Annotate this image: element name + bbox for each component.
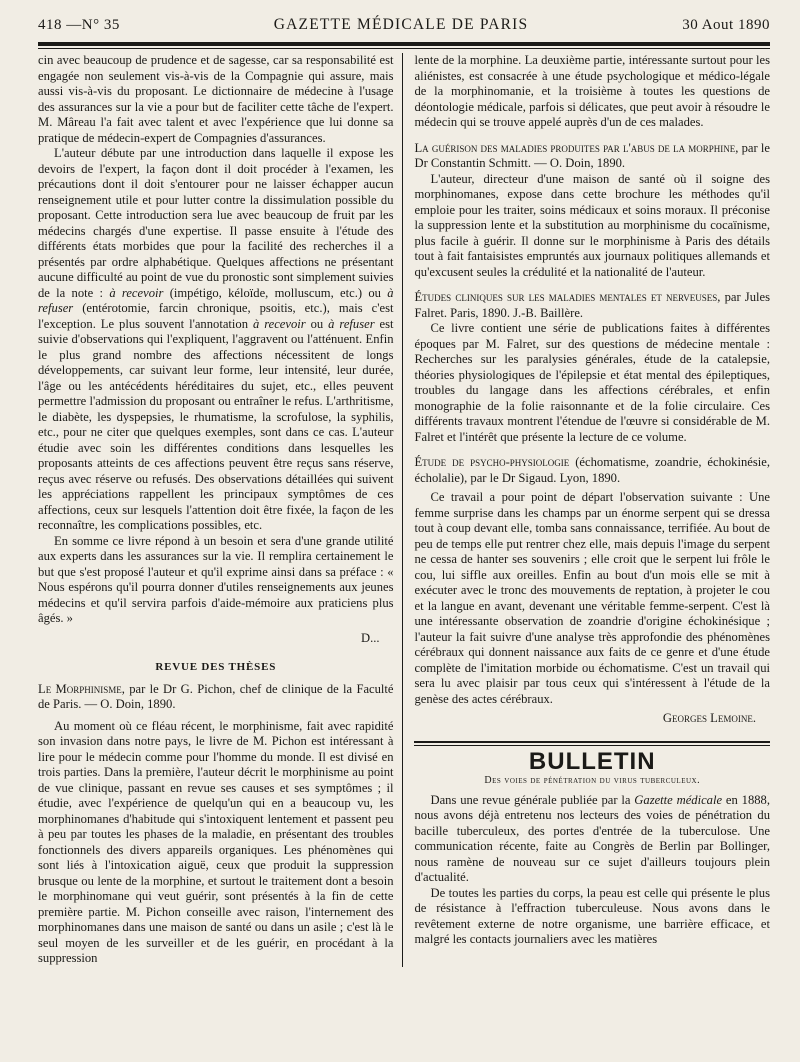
page-number: 418 —N° 35	[38, 17, 120, 33]
italic-term: à refuser	[328, 316, 375, 331]
entry-details: , par le Dr Constantin Schmitt. — O. Doin, 1890.	[414, 140, 770, 170]
paragraph	[38, 146, 394, 534]
entry-details: , par le Dr G. Pichon, chef de clinique de la Faculté de Paris. — O. Doin, 1890.	[38, 681, 394, 711]
entry-title: Étude de psycho-physiologie	[414, 455, 570, 469]
paragraph: De toutes les parties du corps, la peau est celle qui présente le plus de résistance à l'effraction tuberculeuse. Nous avons dans le revêtement externe de notre organisme, une barrière efficace, et malgré les contacts journaliers avec les matières	[414, 885, 770, 946]
paragraph: cin avec beaucoup de prudence et de sagesse, car sa responsabilité est engagée non seulement vis-à-vis de la Compagnie qui assure, mais aussi vis-à-vis du proposant. Le dictionnaire de médecine à l'usage des assurances sur la vie a pour but de faciliter cette tâche de l'expert. M. Mâreau l'a fait avec talent et avec l'expérience que lui donne sa pratique de médecin-expert de Compagnies d'assurances.	[38, 53, 394, 145]
left-column	[38, 53, 402, 967]
italic-term: à refuser	[38, 285, 394, 315]
italic-term: à recevoir	[252, 316, 306, 331]
signature: Georges Lemoine.	[662, 711, 756, 725]
paragraph: Ce livre contient une série de publications faites à différentes époques par M. Falret, sur des questions de médecine mentale : Recherches sur les paralysies générales, étude de la catalepsie, théories physiologiques de l'épilepsie et état mental des épileptiques, troubles du langage dans les affections cérébrales, et enfin monographie de la folie raisonnante et de la folie circulaire. Ces différents travaux montrent l'étendue de l'œuvre si considérable de M. Falret et l'intérêt que présente la lecture de ce volume.	[414, 321, 770, 444]
entry-title: Études cliniques sur les maladies mentales et nerveuses	[414, 290, 718, 304]
signature: D...	[360, 630, 380, 645]
paragraph: En somme ce livre répond à un besoin et sera d'une grande utilité aux experts dans les assurances sur la vie. Il remplira certainement le but que s'est proposé l'auteur et qu'il exprime ainsi dans sa préface : « Nous espérons qu'il pourra donner d'utiles renseignements aux jeunes médecins et qu'il servira parfois d'aide-mémoire aux praticiens plus âgés. »	[38, 533, 394, 625]
header-rule-thick	[38, 42, 770, 46]
bulletin-subtitle: Des voies de pénétration du virus tuberculeux.	[484, 775, 701, 786]
bibliographic-entry	[38, 682, 394, 713]
bulletin-rule-thin	[414, 745, 770, 746]
header-rule-thin	[38, 48, 770, 49]
text-run: Dans une revue générale publiée par la	[430, 792, 635, 807]
entry-title: La guérison des maladies produites par l'abus de la morphine	[414, 140, 736, 155]
right-column	[402, 53, 770, 967]
section-title: REVUE DES THÈSES	[155, 661, 277, 673]
text-run: L'auteur débute par une introduction dans laquelle il expose les devoirs de l'expert, la façon dont il doit procéder à l'examen, les précautions dont il doit s'entourer pour ne laisser échapper aucun renseignement utile et pour lutter contre la dissimulation possible du proposant. Cette introduction sera lue avec beaucoup de fruit par les médecins chargés d'une expertise. Il passe ensuite à l'étude des différents états morbides que pour la facilité des recherches il a présentés par ordre alphabétique. Quelques affections ne présentant aucune difficulté au point de vue du pronostic sont simplement suivies de la note :	[38, 146, 394, 300]
bulletin-rule	[414, 741, 770, 743]
issue-date: 30 Aout 1890	[682, 17, 770, 33]
entry-details: , par Jules Falret. Paris, 1890. J.-B. Baillère.	[414, 290, 770, 320]
text-run: (impétigo, kéloïde, molluscum, etc.) ou	[163, 285, 388, 300]
paragraph: lente de la morphine. La deuxième partie, intéressante surtout pour les aliénistes, est consacrée à une étude psychologique et médico-légale de la morphinomanie, et la troisième à toutes les questions de déontologie médicale, parfois si délicates, que peut avoir à résoudre le médecin qui se trouve appelé auprès d'un de ces malades.	[414, 53, 770, 129]
text-columns	[38, 53, 770, 967]
bulletin-heading: BULLETIN	[528, 747, 656, 775]
bibliographic-entry	[414, 141, 770, 172]
page-header	[38, 16, 770, 38]
italic-term: Gazette médicale	[634, 792, 723, 807]
text-run: ou	[305, 316, 329, 331]
entry-details: (échomatisme, zoandrie, échokinésie, écholalie), par le Dr Sigaud. Lyon, 1890.	[414, 455, 771, 485]
text-run: en 1888, nous avons déjà entretenu nos lecteurs des voies de pénétration du bacille tuberculeux, des portes d'entrée de la tuberculose. Une communication récente, faite au Congrès de Berlin par Bollinger, nous ramène de nouveau sur ce sujet d'ailleurs toujours plein d'actualité.	[414, 792, 770, 884]
entry-title: Le Morphinisme	[38, 681, 122, 696]
paragraph: L'auteur, directeur d'une maison de santé où il soigne des morphinomanes, expose dans cette brochure les méthodes qu'il emploie pour les traiter, soins médicaux et soins moraux. Il préconise la suppression lente et la substitution au morphinisme du cocaïnisme, plus facile à guérir. Il donne sur le morphinisme à Paris des détails tout à fait fantaisistes empruntés aux journaux politiques allemands et qu'excusent seules la crédulité et la nationalité de l'auteur.	[414, 171, 770, 279]
text-run: est suivie d'observations qui l'expliquent, l'aggravent ou l'atténuent. Enfin le plus grand nombre des affections nécessitent de longs développements, car suivant leur forme, leur intensité, leur durée, l'âge ou les antécédents héréditaires du sujet, etc., elles peuvent permettre l'admission du proposant ou entraîner le refus. L'arthritisme, le diabète, les dyspepsies, le rhumatisme, la scrofulose, la syphilis, etc., pour ne citer que quelques exemples, sont dans ce cas. L'auteur étudie avec soin les différentes conditions dans lesquelles les proposants atteints de ces affections peuvent être reçus sans réserve, reçus avec réserve ou refusés. Des observations détaillées qui suivent les appréciations rappellent les principaux symptômes de ces affections, ceux sur lesquels l'attention doit être fixée, la façon de les reconnaître, les complications possibles, etc.	[38, 316, 394, 532]
journal-title: GAZETTE MÉDICALE DE PARIS	[273, 16, 529, 33]
italic-term: à recevoir	[109, 285, 164, 300]
paragraph: Au moment où ce fléau récent, le morphinisme, fait avec rapidité son invasion dans notre pays, le livre de M. Pichon est intéressant à lire pour le médecin comme pour l'homme du monde. Il est divisé en trois parties. Dans la première, l'auteur décrit le morphinisme au point de vue clinique, passant en revue ses causes et ses symptômes ; il étudie, avec l'expérience de quelqu'un qui en a beaucoup vu, les morphinomanes d'habitude qui s'intoxiquent lentement et passent peu à peu par toutes les phases de la maladie, en présentant des troubles fonctionnels des divers appareils organiques. Les phénomènes qui sont liés à l'intoxication aiguë, ceux que produit la suppression brusque ou lente de la morphine, et surtout le traitement dont a besoin le morphinomane qui veut guérir, sont présentés à la fin de cette première partie. M. Pichon conseille avec raison, l'internement des morphinomanes dans une maison de santé ou dans un asile ; c'est là le seul moyen de les surveiller et de les guérir, en procédant à la suppression	[38, 718, 394, 965]
paragraph: Ce travail a pour point de départ l'observation suivante : Une femme surprise dans les champs par un énorme serpent qui se dressa tout à coup devant elle, tomba sans connaissance, terrifiée. Au bout de peu de temps elle put rentrer chez elle, mais depuis l'image du serpent ne cessa de hanter ses souvenirs ; elle croit que le serpent lui frôle le cou, lui siffle aux oreilles. Enfin au bout d'un mois elle se mit à exécuter avec le tronc des mouvements de reptation, à projeter le cou et la langue en avant, devenant une véritable femme-serpent. C'est là une intéressante observation de zoandrie d'origine échokinésique ; l'auteur la fait suivre d'une analyse très approfondie des phénomènes cérébraux qui donnent naissance aux faits de ce genre et d'une étude complète de l'imitation morbide ou échomatisme. C'est un travail qui sera lu avec plaisir par tous ceux qui s'intéressent à l'étude de la genèse des actes cérébraux.	[414, 490, 770, 706]
bibliographic-entry	[414, 290, 770, 321]
text-run: (entérotomie, farcin chronique, psoitis, etc.), mais c'est l'exception. Le plus souvent l'annotation	[38, 301, 394, 331]
bibliographic-entry	[414, 455, 770, 486]
paragraph	[414, 793, 770, 886]
